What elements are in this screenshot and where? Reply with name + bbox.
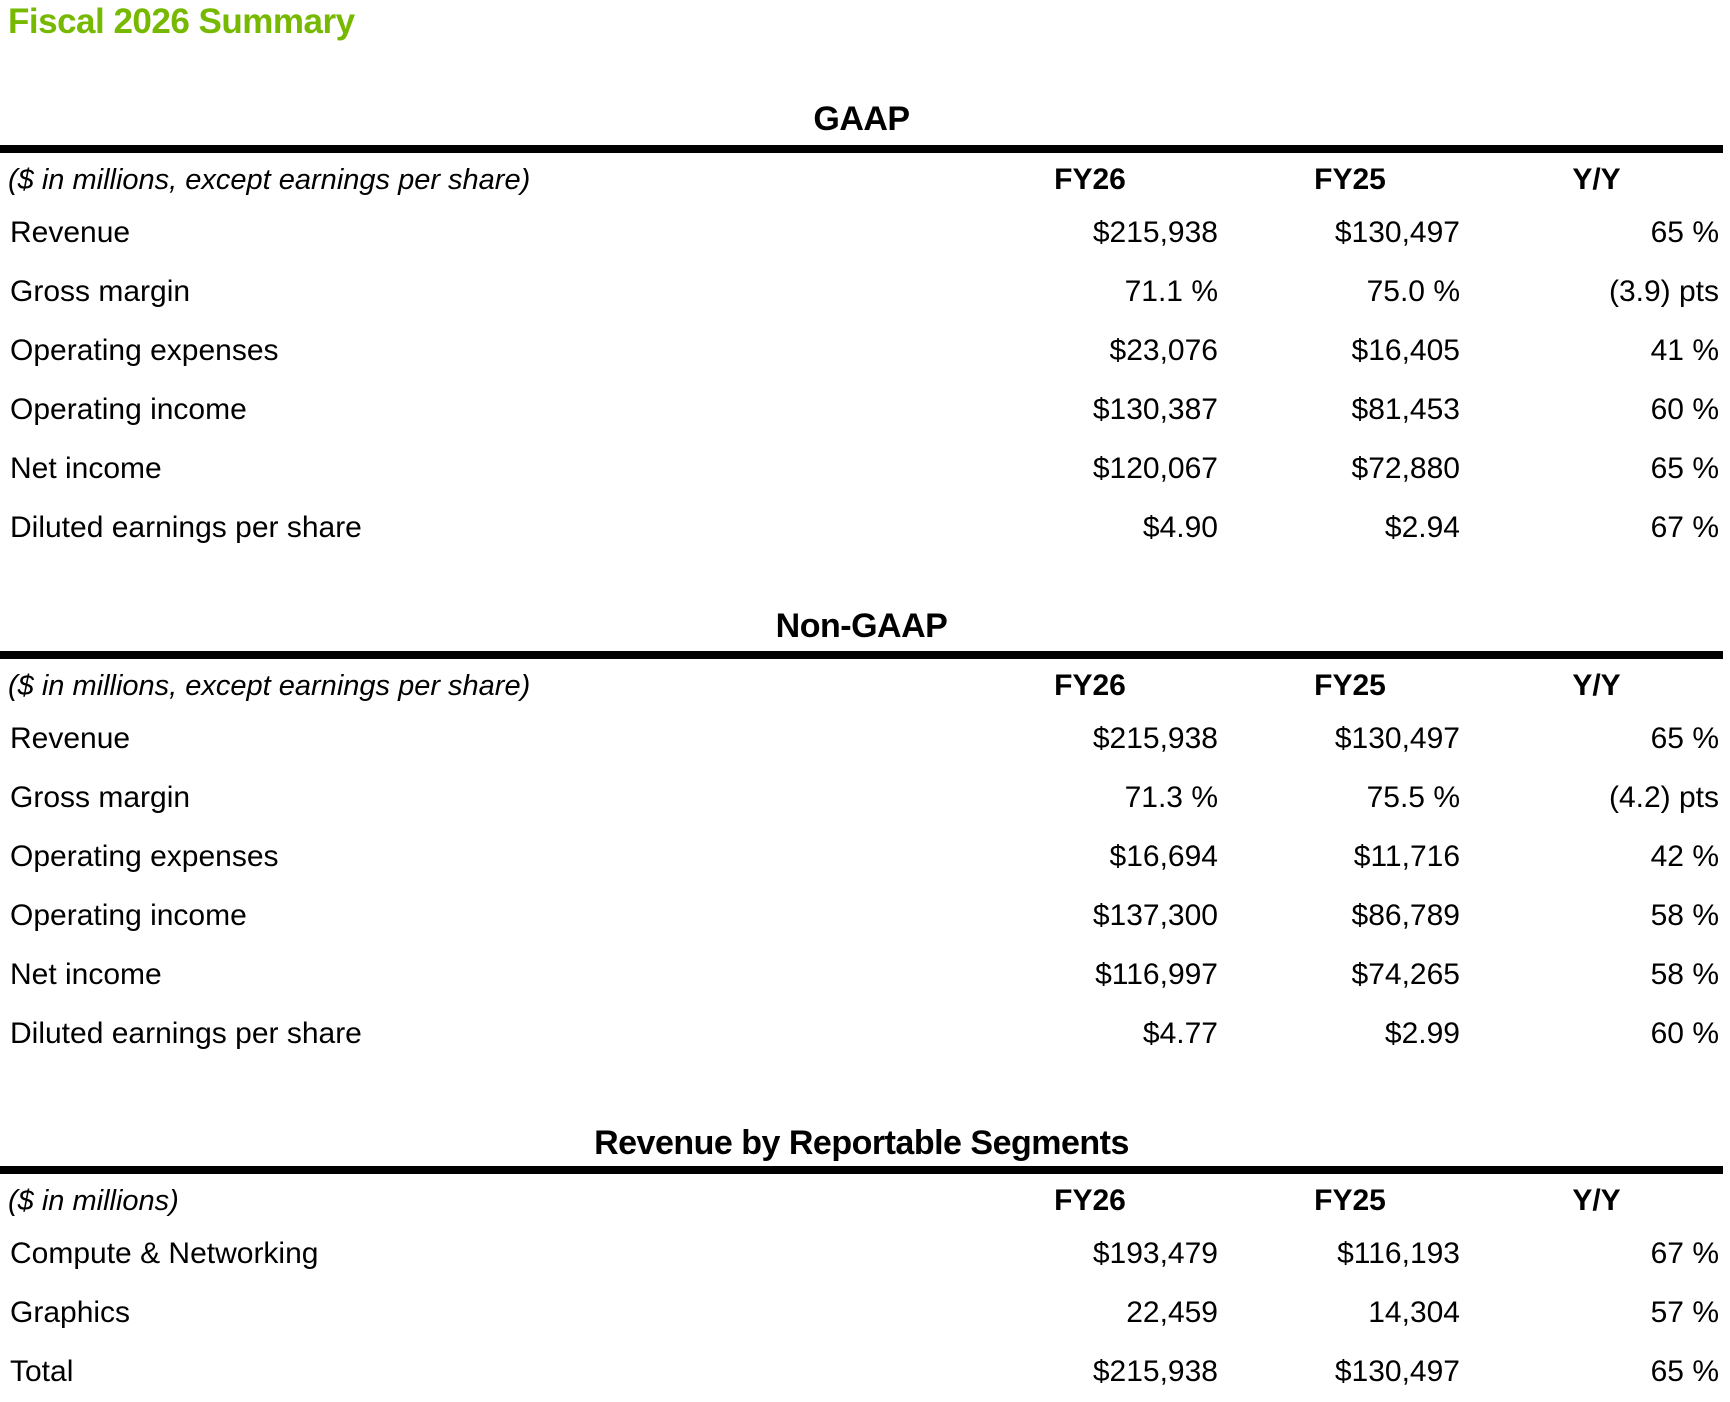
cell-yy: 67 % (1650, 511, 1719, 544)
fiscal-summary-page (0, 2, 1730, 1398)
cell-yy: 65 % (1650, 452, 1719, 485)
cell-fy25: $16,405 (1351, 334, 1460, 367)
gaap-header-row (0, 149, 1723, 204)
row-label: Operating expenses (10, 334, 279, 367)
non-gaap-column-header-yy: Y/Y (1572, 669, 1621, 702)
gaap-column-header-fy26: FY26 (1054, 163, 1126, 196)
table-row (0, 710, 1723, 769)
gaap-section-heading: GAAP (813, 100, 910, 138)
table-row (0, 440, 1723, 499)
table-row (0, 887, 1723, 946)
cell-fy25: $116,193 (1337, 1237, 1460, 1270)
row-label: Diluted earnings per share (10, 511, 362, 544)
cell-yy: 67 % (1650, 1237, 1719, 1270)
non-gaap-table-caption: ($ in millions, except earnings per share) (8, 670, 531, 702)
segments-column-header-yy: Y/Y (1572, 1184, 1621, 1217)
row-label: Operating expenses (10, 840, 279, 873)
row-label: Graphics (10, 1296, 131, 1329)
cell-fy25: $130,497 (1334, 722, 1460, 755)
segments-header-row (0, 1170, 1723, 1225)
cell-fy26: $116,997 (1095, 958, 1218, 991)
table-row (0, 1005, 1723, 1064)
cell-yy: 60 % (1650, 393, 1719, 426)
cell-fy26: $215,938 (1092, 216, 1218, 249)
segments-table (0, 1166, 1723, 1402)
cell-fy26: $130,387 (1092, 393, 1218, 426)
table-row (0, 769, 1723, 828)
non-gaap-column-header-fy26: FY26 (1054, 669, 1126, 702)
table-row (0, 1343, 1723, 1402)
segments-column-header-fy25: FY25 (1314, 1184, 1386, 1217)
cell-fy25: 75.0 % (1366, 275, 1460, 308)
table-row (0, 1225, 1723, 1284)
gaap-column-header-yy: Y/Y (1572, 163, 1621, 196)
page-title: Fiscal 2026 Summary (8, 2, 355, 41)
cell-yy: 58 % (1650, 899, 1719, 932)
row-label: Total (10, 1355, 74, 1388)
cell-fy26: 22,459 (1126, 1296, 1218, 1329)
cell-fy26: $215,938 (1092, 1355, 1218, 1388)
gaap-table (0, 145, 1723, 558)
cell-yy: 41 % (1650, 334, 1719, 367)
non-gaap-section-heading: Non-GAAP (775, 607, 948, 645)
cell-fy26: $4.90 (1142, 511, 1218, 544)
cell-yy: (3.9) pts (1608, 275, 1719, 308)
cell-yy: 65 % (1650, 216, 1719, 249)
cell-yy: 57 % (1650, 1296, 1719, 1329)
cell-fy26: 71.1 % (1124, 275, 1218, 308)
non-gaap-header-row (0, 655, 1723, 710)
cell-fy26: 71.3 % (1124, 781, 1218, 814)
table-row (0, 204, 1723, 263)
row-label: Gross margin (10, 275, 191, 308)
cell-fy25: $130,497 (1334, 1355, 1460, 1388)
cell-yy: 60 % (1650, 1017, 1719, 1050)
gaap-table-caption: ($ in millions, except earnings per share) (8, 164, 531, 196)
cell-fy26: $137,300 (1092, 899, 1218, 932)
cell-fy25: $130,497 (1334, 216, 1460, 249)
non-gaap-column-header-fy25: FY25 (1314, 669, 1386, 702)
row-label: Compute & Networking (10, 1237, 319, 1270)
row-label: Net income (10, 958, 162, 991)
row-label: Diluted earnings per share (10, 1017, 362, 1050)
cell-fy25: $86,789 (1351, 899, 1460, 932)
table-row (0, 381, 1723, 440)
gaap-column-header-fy25: FY25 (1314, 163, 1386, 196)
cell-fy26: $193,479 (1092, 1237, 1218, 1270)
cell-fy26: $4.77 (1142, 1017, 1218, 1050)
gaap-section (0, 101, 1723, 558)
row-label: Revenue (10, 216, 131, 249)
cell-yy: 65 % (1650, 1355, 1719, 1388)
non-gaap-section (0, 608, 1723, 1064)
cell-fy26: $215,938 (1092, 722, 1218, 755)
segments-column-header-fy26: FY26 (1054, 1184, 1126, 1217)
non-gaap-table (0, 651, 1723, 1064)
table-row (0, 499, 1723, 558)
table-row (0, 1284, 1723, 1343)
segments-section-heading: Revenue by Reportable Segments (594, 1124, 1129, 1162)
cell-fy25: $81,453 (1351, 393, 1460, 426)
cell-yy: 65 % (1650, 722, 1719, 755)
cell-fy26: $23,076 (1109, 334, 1218, 367)
table-row (0, 263, 1723, 322)
cell-fy25: $72,880 (1351, 452, 1460, 485)
cell-yy: (4.2) pts (1608, 781, 1719, 814)
cell-fy25: $74,265 (1351, 958, 1460, 991)
row-label: Operating income (10, 899, 247, 932)
segments-section (0, 1125, 1723, 1402)
cell-fy25: $11,716 (1353, 840, 1460, 873)
table-row (0, 322, 1723, 381)
cell-yy: 42 % (1650, 840, 1719, 873)
cell-fy25: $2.94 (1384, 511, 1460, 544)
segments-table-caption: ($ in millions) (8, 1185, 179, 1217)
row-label: Net income (10, 452, 162, 485)
cell-fy26: $120,067 (1092, 452, 1218, 485)
cell-fy25: 75.5 % (1366, 781, 1460, 814)
row-label: Gross margin (10, 781, 191, 814)
row-label: Operating income (10, 393, 247, 426)
cell-fy25: $2.99 (1384, 1017, 1460, 1050)
table-row (0, 946, 1723, 1005)
cell-fy26: $16,694 (1109, 840, 1218, 873)
row-label: Revenue (10, 722, 131, 755)
cell-fy25: 14,304 (1368, 1296, 1460, 1329)
cell-yy: 58 % (1650, 958, 1719, 991)
table-row (0, 828, 1723, 887)
